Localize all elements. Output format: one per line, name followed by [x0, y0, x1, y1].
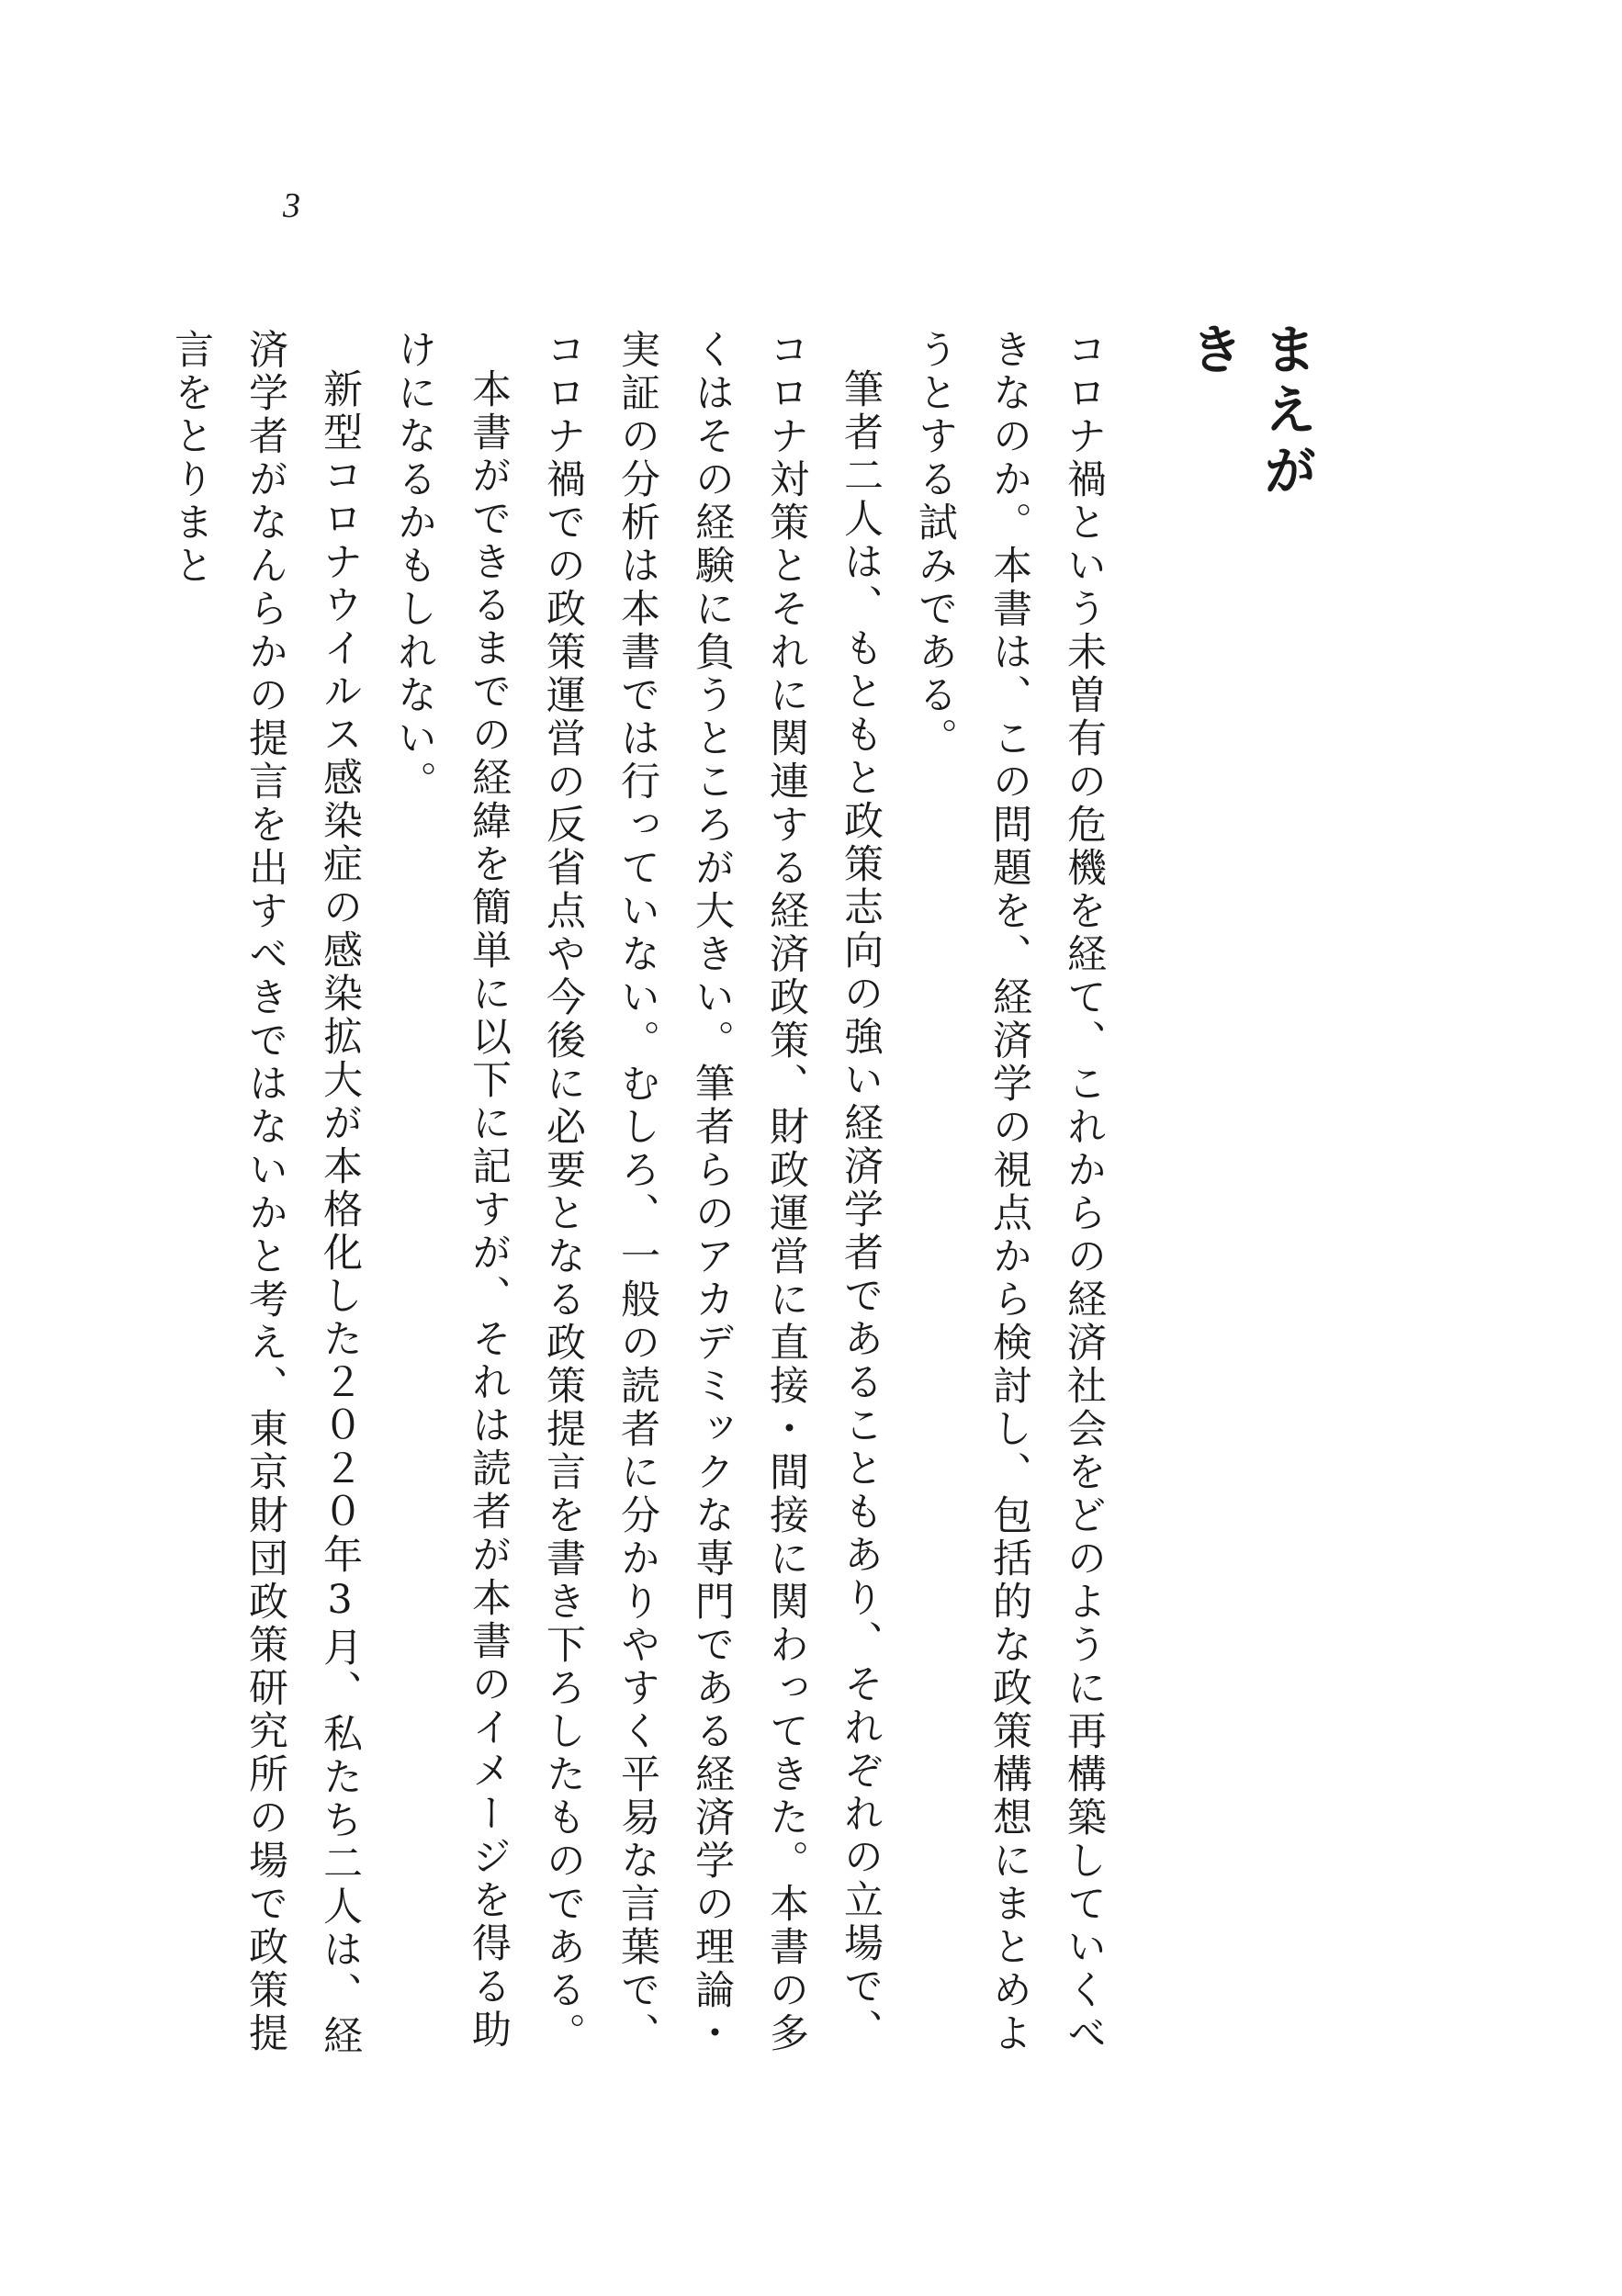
- paragraph: 筆者二人は、もともと政策志向の強い経済学者であることもあり、それぞれの立場で、コロナ対策とそれに関連する経済政策、財政運営に直接・間接に関わってきた。本書の多くはその経験に負うところが大きい。筆者らのアカデミックな専門である経済学の理論・実証の分析は本書では行っていない。むしろ、一般の読者に分かりやすく平易な言葉で、コロナ禍での政策運営の反省点や今後に必要となる政策提言を書き下ろしたものである。: [540, 329, 884, 2055]
- paragraph: 本書ができるまでの経緯を簡単に以下に記すが、それは読者が本書のイメージを得る助けになるかもしれない。: [391, 329, 512, 2052]
- chapter-title: まえがき: [1181, 321, 1317, 503]
- body-text: [168, 329, 1121, 2092]
- paragraph: 新型コロナウイルス感染症の感染拡大が本格化した２０２０年3月、私たち二人は、経済学者がなんらかの提言を出すべきではないかと考え、東京財団政策研究所の場で政策提言をとりまと: [168, 329, 363, 2058]
- page-number: 3: [283, 186, 300, 225]
- paragraph: コロナ禍という未曽有の危機を経て、これからの経済社会をどのように再構築していくべきなのか。本書は、この問題を、経済学の視点から検討し、包括的な政策構想にまとめようとする試みである。: [912, 329, 1107, 2055]
